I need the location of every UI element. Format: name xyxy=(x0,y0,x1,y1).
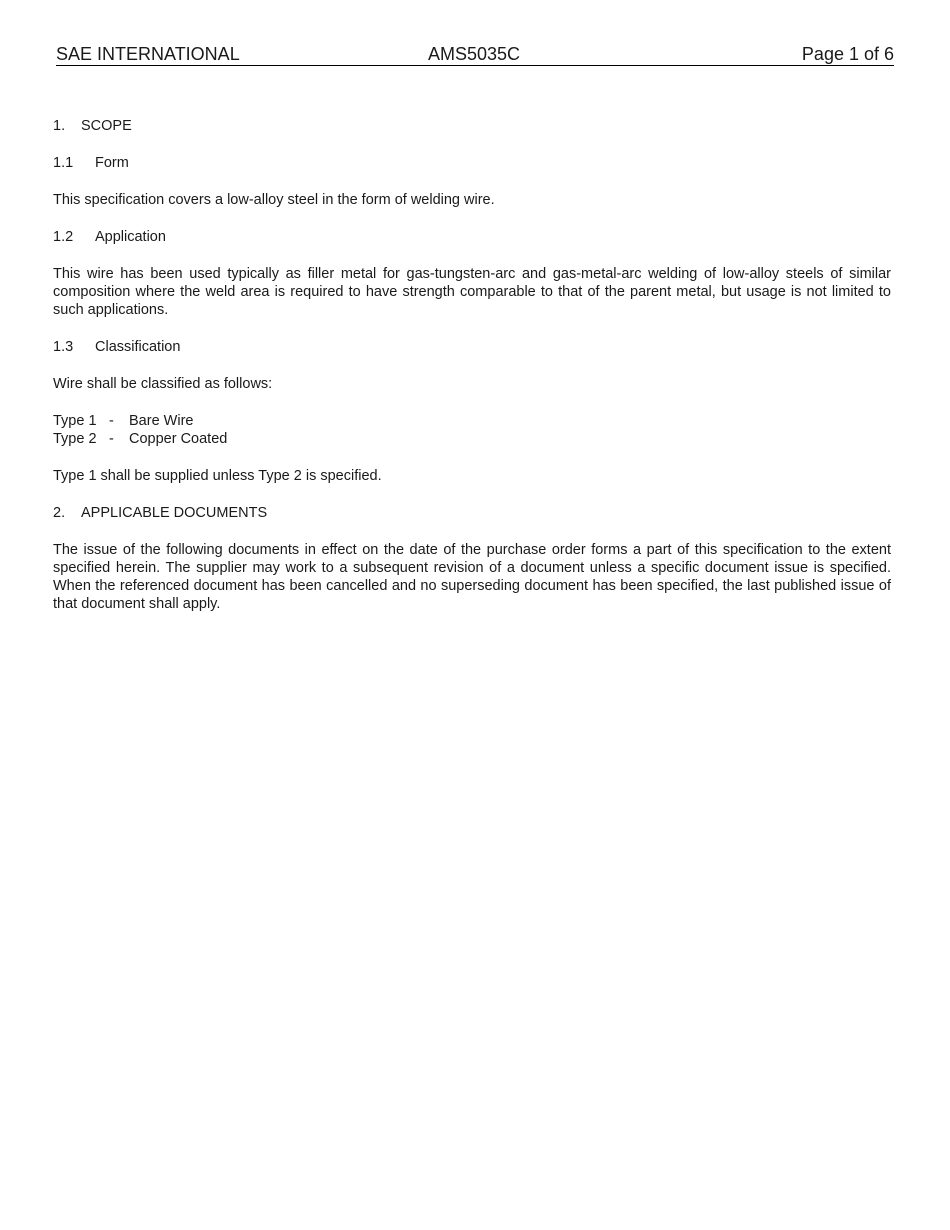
section-title: APPLICABLE DOCUMENTS xyxy=(81,505,268,521)
section-applicable-documents-heading xyxy=(53,504,891,522)
section-number: 1. xyxy=(53,118,66,134)
type-dash: - xyxy=(109,431,114,447)
page-header xyxy=(56,44,894,66)
section-applicable-documents-text: The issue of the following documents in effect on the date of the purchase order forms a part of this specification to the extent specified herein. The supplier may work to a subsequent revision of a document unless a specific document issue is specified. When the referenced document has been cancelled and no superseding document has been specified, the last published issue of that document shall apply. xyxy=(53,542,891,612)
type-dash: - xyxy=(109,413,114,429)
section-scope-heading xyxy=(53,117,891,135)
header-document-number: AMS5035C xyxy=(428,44,521,64)
document-body xyxy=(53,117,891,632)
section-application-heading xyxy=(53,228,891,246)
list-item xyxy=(53,430,891,448)
classification-type-list xyxy=(53,412,891,448)
type-description: Bare Wire xyxy=(129,413,194,429)
classification-intro: Wire shall be classified as follows: xyxy=(53,376,273,392)
section-number: 1.1 xyxy=(53,155,74,171)
section-form-heading xyxy=(53,154,891,172)
type-label: Type 2 xyxy=(53,431,97,447)
section-title: Classification xyxy=(95,339,181,355)
section-number: 1.2 xyxy=(53,229,74,245)
type-label: Type 1 xyxy=(53,413,97,429)
section-title: Application xyxy=(95,229,166,245)
list-item xyxy=(53,412,891,430)
section-application-text: This wire has been used typically as filler metal for gas-tungsten-arc and gas-metal-arc welding of low-alloy steels of similar composition where the weld area is required to have strength comparable to that of the parent metal, but usage is not limited to such applications. xyxy=(53,266,891,318)
section-title: Form xyxy=(95,155,129,171)
header-page-number: Page 1 of 6 xyxy=(801,44,894,64)
section-number: 1.3 xyxy=(53,339,74,355)
type-description: Copper Coated xyxy=(129,431,228,447)
section-classification-heading xyxy=(53,338,891,356)
section-number: 2. xyxy=(53,505,66,521)
header-organization: SAE INTERNATIONAL xyxy=(56,44,240,64)
classification-note: Type 1 shall be supplied unless Type 2 is specified. xyxy=(53,468,382,484)
section-title: SCOPE xyxy=(81,118,132,134)
section-form-text: This specification covers a low-alloy steel in the form of welding wire. xyxy=(53,192,495,208)
